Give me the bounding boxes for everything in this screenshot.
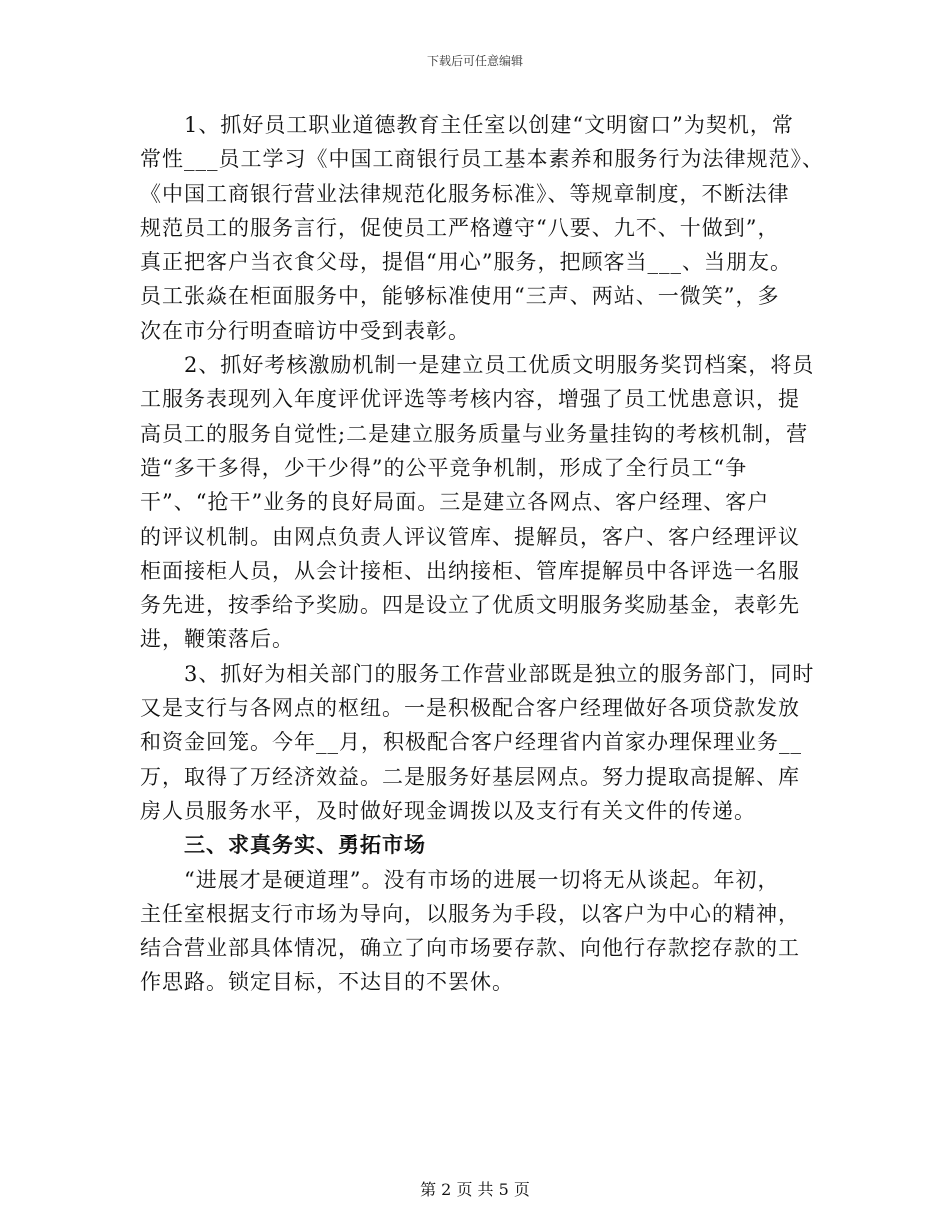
paragraph-line: 结合营业部具体情况，确立了向市场要存款、向他行存款挖存款的工 — [140, 936, 800, 961]
page-number: 第 2 页 共 5 页 — [420, 1180, 530, 1199]
paragraph-line: 进，鞭策落后。 — [140, 627, 294, 652]
section-heading: 三、求真务实、勇拓市场 — [184, 832, 426, 858]
paragraph-line: 工服务表现列入年度评优评选等考核内容，增强了员工忧患意识，提 — [140, 387, 800, 412]
paragraph-line: 2、抓好考核激励机制一是建立员工优质文明服务奖罚档案，将员 — [184, 353, 815, 378]
paragraph-line: 房人员服务水平，及时做好现金调拨以及支行有关文件的传递。 — [140, 798, 756, 823]
paragraph-line: 万，取得了万经济效益。二是服务好基层网点。努力提取高提解、库 — [140, 764, 800, 789]
paragraph-line: 《中国工商银行营业法律规范化服务标准》、等规章制度，不断法律 — [140, 181, 790, 206]
paragraph-line: 3、抓好为相关部门的服务工作营业部既是独立的服务部门，同时 — [184, 661, 815, 686]
paragraph-line: 作思路。锁定目标，不达目的不罢休。 — [140, 970, 514, 995]
paragraph-line: 1、抓好员工职业道德教育主任室以创建“文明窗口”为契机，常 — [184, 113, 794, 137]
paragraph-line: 的评议机制。由网点负责人评议管库、提解员，客户、客户经理评议 — [140, 524, 800, 549]
paragraph-line: 干”、“抢干”业务的良好局面。三是建立各网点、客户经理、客户 — [140, 490, 770, 515]
paragraph-line: 务先进，按季给予奖励。四是设立了优质文明服务奖励基金，表彰先 — [140, 593, 800, 618]
paragraph-line: “进展才是硬道理”。没有市场的进展一切将无从谈起。年初， — [184, 867, 780, 892]
paragraph-line: 和资金回笼。今年__月，积极配合客户经理省内首家办理保理业务__ — [140, 730, 802, 755]
paragraph-line: 规范员工的服务言行，促使员工严格遵守“八要、九不、十做到”， — [140, 215, 780, 240]
document-body — [140, 108, 824, 1000]
paragraph-line: 次在市分行明查暗访中受到表彰。 — [140, 318, 470, 343]
paragraph-line: 柜面接柜人员，从会计接柜、出纳接柜、管库提解员中各评选一名服 — [140, 558, 800, 583]
paragraph-line: 常性___员工学习《中国工商银行员工基本素养和服务行为法律规范》、 — [140, 147, 824, 172]
paragraph-line: 高员工的服务自觉性;二是建立服务质量与业务量挂钩的考核机制，营 — [140, 421, 809, 446]
paragraph-line: 主任室根据支行市场为导向，以服务为手段，以客户为中心的精神， — [140, 901, 800, 926]
paragraph-line: 又是支行与各网点的枢纽。一是积极配合客户经理做好各项贷款发放 — [140, 696, 800, 721]
paragraph-line: 造“多干多得，少干少得”的公平竞争机制，形成了全行员工“争 — [140, 455, 748, 480]
paragraph-line: 员工张焱在柜面服务中，能够标准使用“三声、两站、一微笑”，多 — [140, 284, 780, 309]
page-header: 下载后可任意编辑 — [426, 54, 523, 68]
paragraph-line: 真正把客户当衣食父母，提倡“用心”服务，把顾客当___、当朋友。 — [140, 250, 792, 275]
